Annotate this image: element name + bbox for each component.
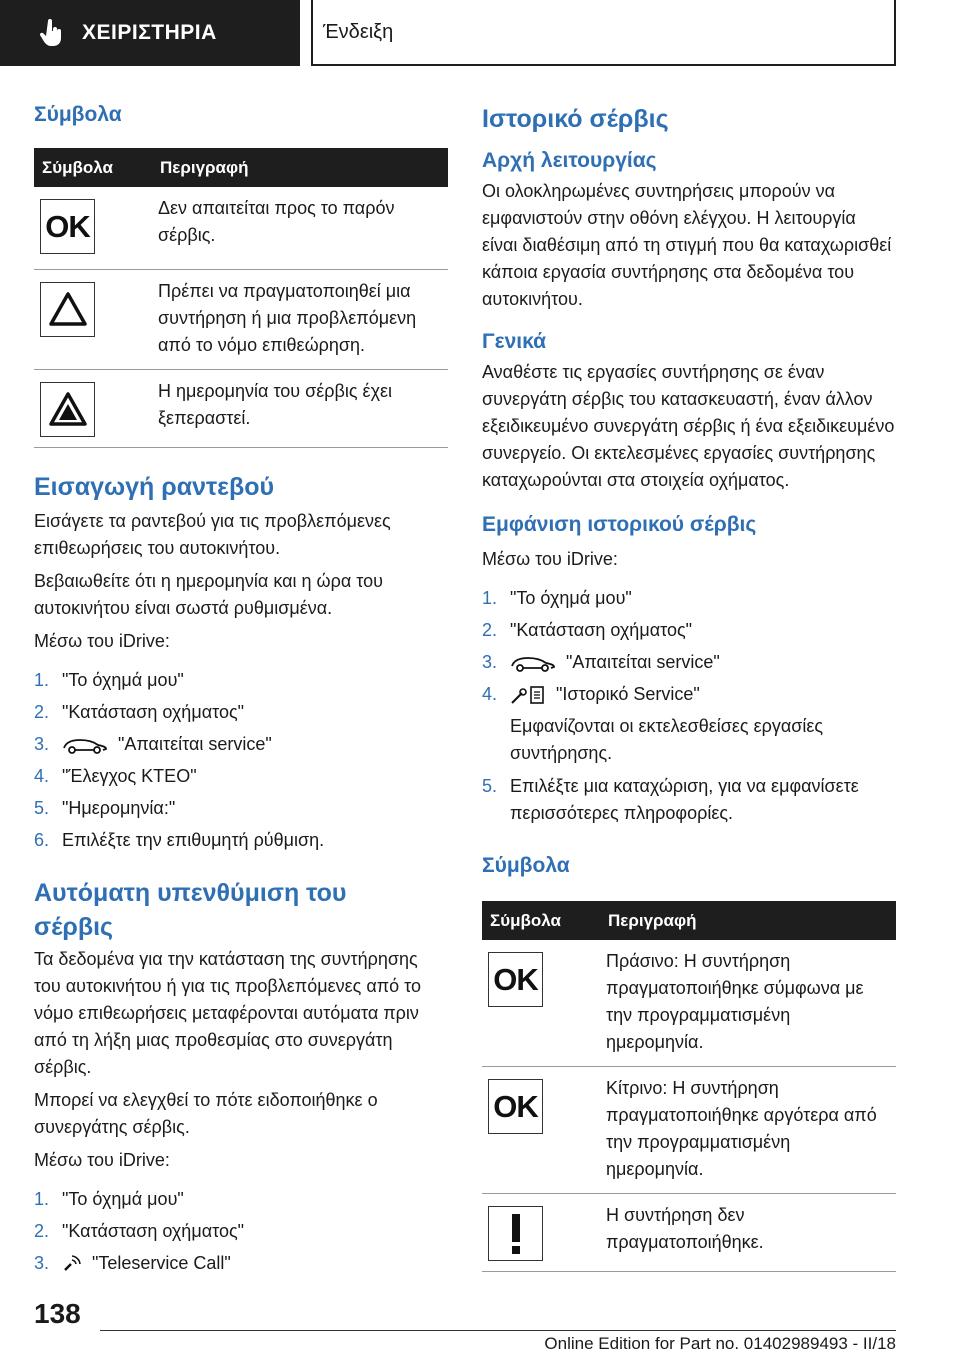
car-icon — [510, 654, 556, 672]
appointment-steps — [34, 667, 448, 854]
list-item: 6. Επιλέξτε την επιθυμητή ρύθμιση. — [34, 829, 325, 850]
auto-reminder-p1: Τα δεδομένα για την κατάσταση της συντήρησης του αυτοκινήτου ή για τις προβλεπόμενες από το νόμο επιθεωρήσεις μεταφέρονται αυτόματα πριν από τη λήξη μιας προθεσμίας στο συνεργάτη σέρβις. — [34, 948, 422, 1077]
exclamation-icon — [488, 1206, 543, 1261]
list-item: 1. "Το όχημά μου" — [482, 588, 632, 608]
list-item: 2. "Κατάσταση οχήματος" — [34, 701, 245, 722]
table-row — [34, 187, 448, 269]
table-row — [34, 369, 448, 447]
hand-pointer-icon — [40, 19, 64, 47]
section-title: Ένδειξη — [311, 0, 896, 66]
warning-triangle-icon — [40, 282, 95, 337]
list-item: 3. "Απαιτείται service" — [482, 652, 720, 672]
ok-icon: OK — [488, 952, 543, 1007]
list-item: 4. "Έλεγχος ΚΤΕΟ" — [34, 765, 197, 786]
ok-icon: OK — [488, 1079, 543, 1134]
col-symbol-header: Σύμβολα — [34, 148, 152, 187]
table-row — [34, 269, 448, 369]
table-row — [482, 1194, 896, 1272]
auto-reminder-heading: Αυτόματη υπενθύμιση του σέρβις — [34, 878, 347, 941]
list-item: 1. "Το όχημά μου" — [34, 669, 184, 690]
symbols-heading: Σύμβολα — [34, 103, 122, 126]
list-item: 5. Επιλέξτε μια καταχώριση, για να εμφανίσετε περισσότερες πληροφορίες. — [482, 776, 859, 823]
table-row — [482, 1067, 896, 1194]
list-item: 2. "Κατάσταση οχήματος" — [482, 620, 693, 640]
list-item: 2. "Κατάσταση οχήματος" — [34, 1220, 245, 1241]
footer-divider — [100, 1330, 896, 1331]
row-desc: Η ημερομηνία του σέρβις έχει ξεπεραστεί. — [152, 369, 448, 447]
row-desc: Η συντήρηση δεν πραγματοποιήθηκε. — [600, 1194, 896, 1272]
list-item: 5. "Ημερομηνία:" — [34, 797, 176, 818]
row-desc: Πράσινο: Η συντήρηση πραγματοποιήθηκε σύμφωνα με την προγραμματισμένη ημερομηνία. — [600, 940, 896, 1067]
teleservice-icon — [62, 1254, 82, 1274]
auto-reminder-p3: Μέσω του iDrive: — [34, 1149, 170, 1170]
display-history-steps — [482, 585, 896, 708]
display-history-intro: Μέσω του iDrive: — [482, 549, 618, 569]
principle-heading: Αρχή λειτουργίας — [482, 149, 657, 172]
appointment-heading: Εισαγωγή ραντεβού — [34, 472, 275, 501]
general-heading: Γενικά — [482, 330, 547, 353]
display-history-step5 — [482, 773, 896, 827]
car-icon — [62, 736, 108, 754]
list-item: 4. "Ιστορικό Service" — [482, 684, 700, 704]
display-history-heading: Εμφάνιση ιστορικού σέρβις — [482, 513, 757, 536]
row-desc: Δεν απαιτείται προς το παρόν σέρβις. — [152, 187, 448, 269]
left-column — [34, 96, 448, 1282]
table-row — [482, 940, 896, 1067]
history-heading: Ιστορικό σέρβις — [482, 105, 669, 133]
principle-text: Οι ολοκληρωμένες συντηρήσεις μπορούν να εμφανιστούν στην οθόνη ελέγχου. Η λειτουργία είναι διαθέσιμη από τη στιγμή που θα καταχωρισθεί κάποια εργασία συντήρησης στα δεδομένα του αυτοκινήτου. — [482, 181, 892, 309]
warning-triangle-filled-icon — [40, 382, 95, 437]
symbols-table — [34, 148, 448, 448]
list-item: 1. "Το όχημά μου" — [34, 1188, 184, 1209]
col-symbol-header: Σύμβολα — [482, 901, 600, 940]
row-desc: Κίτρινο: Η συντήρηση πραγματοποιήθηκε αργότερα από την προγραμματισμένη ημερομηνία. — [600, 1067, 896, 1194]
history-symbols-table — [482, 901, 896, 1272]
right-column — [482, 96, 896, 1272]
list-item: 3. "Απαιτείται service" — [34, 733, 272, 754]
manual-title: ΧΕΙΡΙΣΤΗΡΙΑ — [82, 21, 217, 44]
ok-icon: OK — [40, 199, 95, 254]
page-number: 138 — [34, 1298, 81, 1329]
row-desc: Πρέπει να πραγματοποιηθεί μια συντήρηση ή μια προβλεπόμενη από το νόμο επιθεώρηση. — [152, 269, 448, 369]
col-desc-header: Περιγραφή — [600, 901, 896, 940]
appointment-p1: Εισάγετε τα ραντεβού για τις προβλεπόμενες επιθεωρήσεις του αυτοκινήτου. — [34, 510, 391, 558]
auto-reminder-steps — [34, 1186, 448, 1277]
appointment-p3: Μέσω του iDrive: — [34, 630, 170, 651]
manual-tab[interactable] — [0, 0, 300, 66]
edition-note: Online Edition for Part no. 01402989493 - II/18 — [544, 1334, 896, 1353]
list-item: 3. "Teleservice Call" — [34, 1252, 231, 1273]
appointment-p2: Βεβαιωθείτε ότι η ημερομηνία και η ώρα του αυτοκινήτου είναι σωστά ρυθμισμένα. — [34, 570, 383, 618]
symbols-heading-2: Σύμβολα — [482, 854, 570, 877]
auto-reminder-p2: Μπορεί να ελεγχθεί το πότε ειδοποιήθηκε ο συνεργάτης σέρβις. — [34, 1089, 378, 1137]
service-history-icon — [510, 685, 546, 705]
general-text: Αναθέστε τις εργασίες συντήρησης σε έναν συνεργάτη σέρβις του κατασκευαστή, έναν άλλον εξειδικευμένο συνεργάτη σέρβις ή ένα εξειδικευμένο συνεργείο. Οι εκτελεσμένες εργασίες συντήρησης καταχωρούνται στα στοιχεία οχήματος. — [482, 362, 895, 490]
step4-note: Εμφανίζονται οι εκτελεσθείσες εργασίες συντήρησης. — [510, 716, 824, 763]
col-desc-header: Περιγραφή — [152, 148, 448, 187]
